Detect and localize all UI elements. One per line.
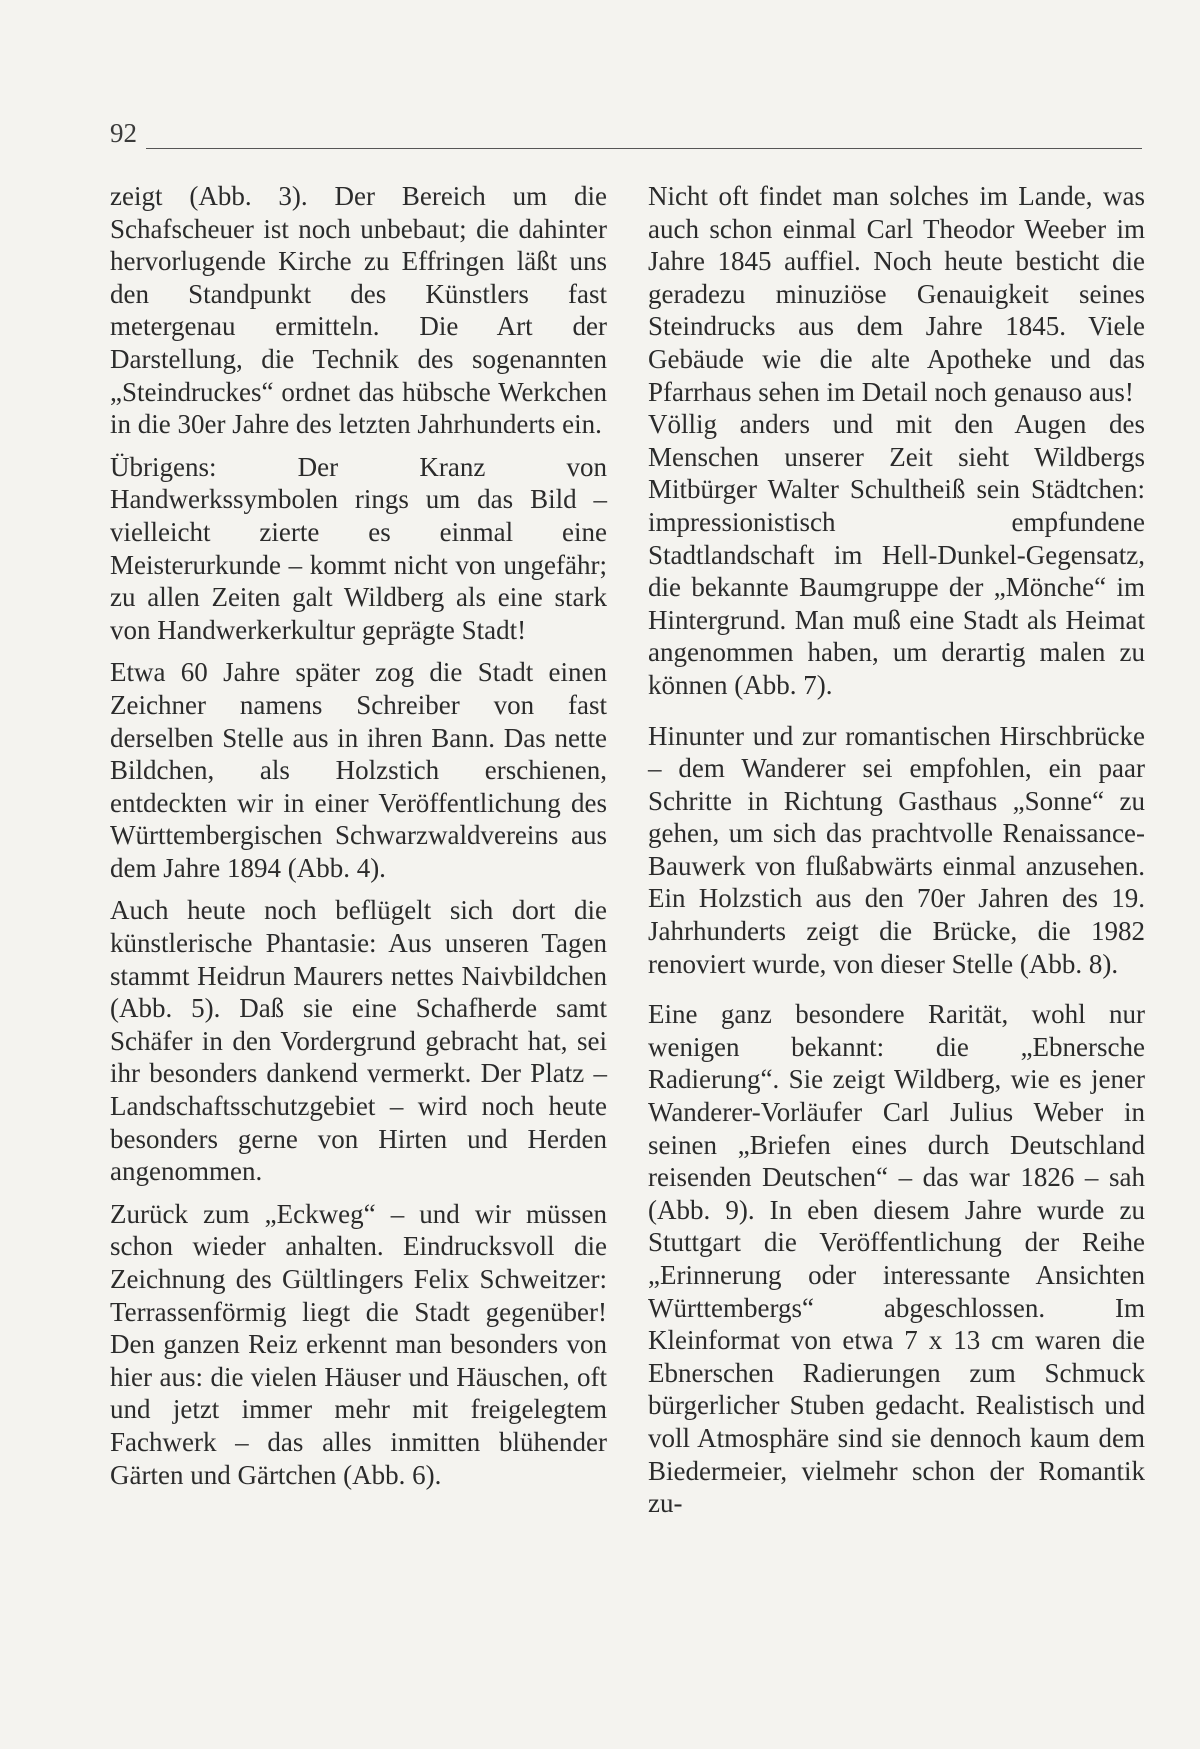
paragraph: Hinunter und zur romantischen Hirschbrücke – dem Wanderer sei empfohlen, ein paar Schritte in Richtung Gasthaus „Sonne“ zu gehen, um sich das prachtvolle Renaissance-Bauwerk von flußabwärts einmal anzusehen. Ein Holzstich aus den 70er Jahren des 19. Jahrhunderts zeigt die Brücke, die 1982 renoviert wurde, von dieser Stelle (Abb. 8).: [648, 720, 1145, 979]
paragraph: Übrigens: Der Kranz von Handwerkssymbolen rings um das Bild – vielleicht zierte es einmal eine Meisterurkunde – kommt nicht von ungefähr; zu allen Zeiten galt Wildberg als eine stark von Handwerkerkultur geprägte Stadt!: [110, 451, 607, 645]
left-column: [110, 180, 607, 1491]
paragraph: zeigt (Abb. 3). Der Bereich um die Schafscheuer ist noch unbebaut; die dahinter hervorlugende Kirche zu Effringen läßt uns den Standpunkt des Künstlers fast metergenau ermitteln. Die Art der Darstellung, die Technik des sogenannten „Steindruckes“ ordnet das hübsche Werkchen in die 30er Jahre des letzten Jahrhunderts ein.: [110, 181, 607, 440]
paragraph: Nicht oft findet man solches im Lande, was auch schon einmal Carl Theodor Weeber im Jahre 1845 auffiel. Noch heute besticht die geradezu minuziöse Genauigkeit seines Steindrucks aus dem Jahre 1845. Viele Gebäude wie die alte Apotheke und das Pfarrhaus sehen im Detail noch genauso aus!: [648, 181, 1145, 407]
paragraph: Auch heute noch beflügelt sich dort die künstlerische Phantasie: Aus unseren Tagen stammt Heidrun Maurers nettes Naivbildchen (Abb. 5). Daß sie eine Schafherde samt Schäfer in den Vordergrund gebracht hat, sei ihr besonders dankend vermerkt. Der Platz – Landschaftsschutzgebiet – wird noch heute besonders gerne von Hirten und Herden angenommen.: [110, 895, 607, 1187]
paragraph: Zurück zum „Eckweg“ – und wir müssen schon wieder anhalten. Eindrucksvoll die Zeichnung des Gültlingers Felix Schweitzer: Terrassenförmig liegt die Stadt gegenüber! Den ganzen Reiz erkennt man besonders von hier aus: die vielen Häuser und Häuschen, oft und jetzt immer mehr mit freigelegtem Fachwerk – das alles inmitten blühender Gärten und Gärtchen (Abb. 6).: [110, 1198, 607, 1490]
page-header: [110, 118, 1142, 152]
paragraph: Eine ganz besondere Rarität, wohl nur wenigen bekannt: die „Ebnersche Radierung“. Sie zeigt Wildberg, wie es jener Wanderer-Vorläufer Carl Julius Weber in seinen „Briefen eines durch Deutschland reisenden Deutschen“ – das war 1826 – sah (Abb. 9). In eben diesem Jahre wurde zu Stuttgart die Veröffentlichung der Reihe „Erinnerung oder interessante Ansichten Württembergs“ abgeschlossen. Im Kleinformat von etwa 7 x 13 cm waren die Ebnerschen Radierungen zum Schmuck bürgerlicher Stuben gedacht. Realistisch und voll Atmosphäre sind sie dennoch kaum dem Biedermeier, vielmehr schon der Romantik zu-: [648, 999, 1145, 1519]
header-rule: [146, 148, 1142, 149]
paragraph: Völlig anders und mit den Augen des Menschen unserer Zeit sieht Wildbergs Mitbürger Walter Schultheiß sein Städtchen: impressionistisch empfundene Stadtlandschaft im Hell-Dunkel-Gegensatz, die bekannte Baumgruppe der „Mönche“ im Hintergrund. Man muß eine Stadt als Heimat angenommen haben, um derartig malen zu können (Abb. 7).: [648, 409, 1145, 700]
right-column: [648, 180, 1145, 1520]
page-number: 92: [110, 118, 137, 148]
paragraph: Etwa 60 Jahre später zog die Stadt einen Zeichner namens Schreiber von fast derselben Stelle aus in ihren Bann. Das nette Bildchen, als Holzstich erschienen, entdeckten wir in einer Veröffentlichung des Württembergischen Schwarzwaldvereins aus dem Jahre 1894 (Abb. 4).: [110, 657, 607, 883]
